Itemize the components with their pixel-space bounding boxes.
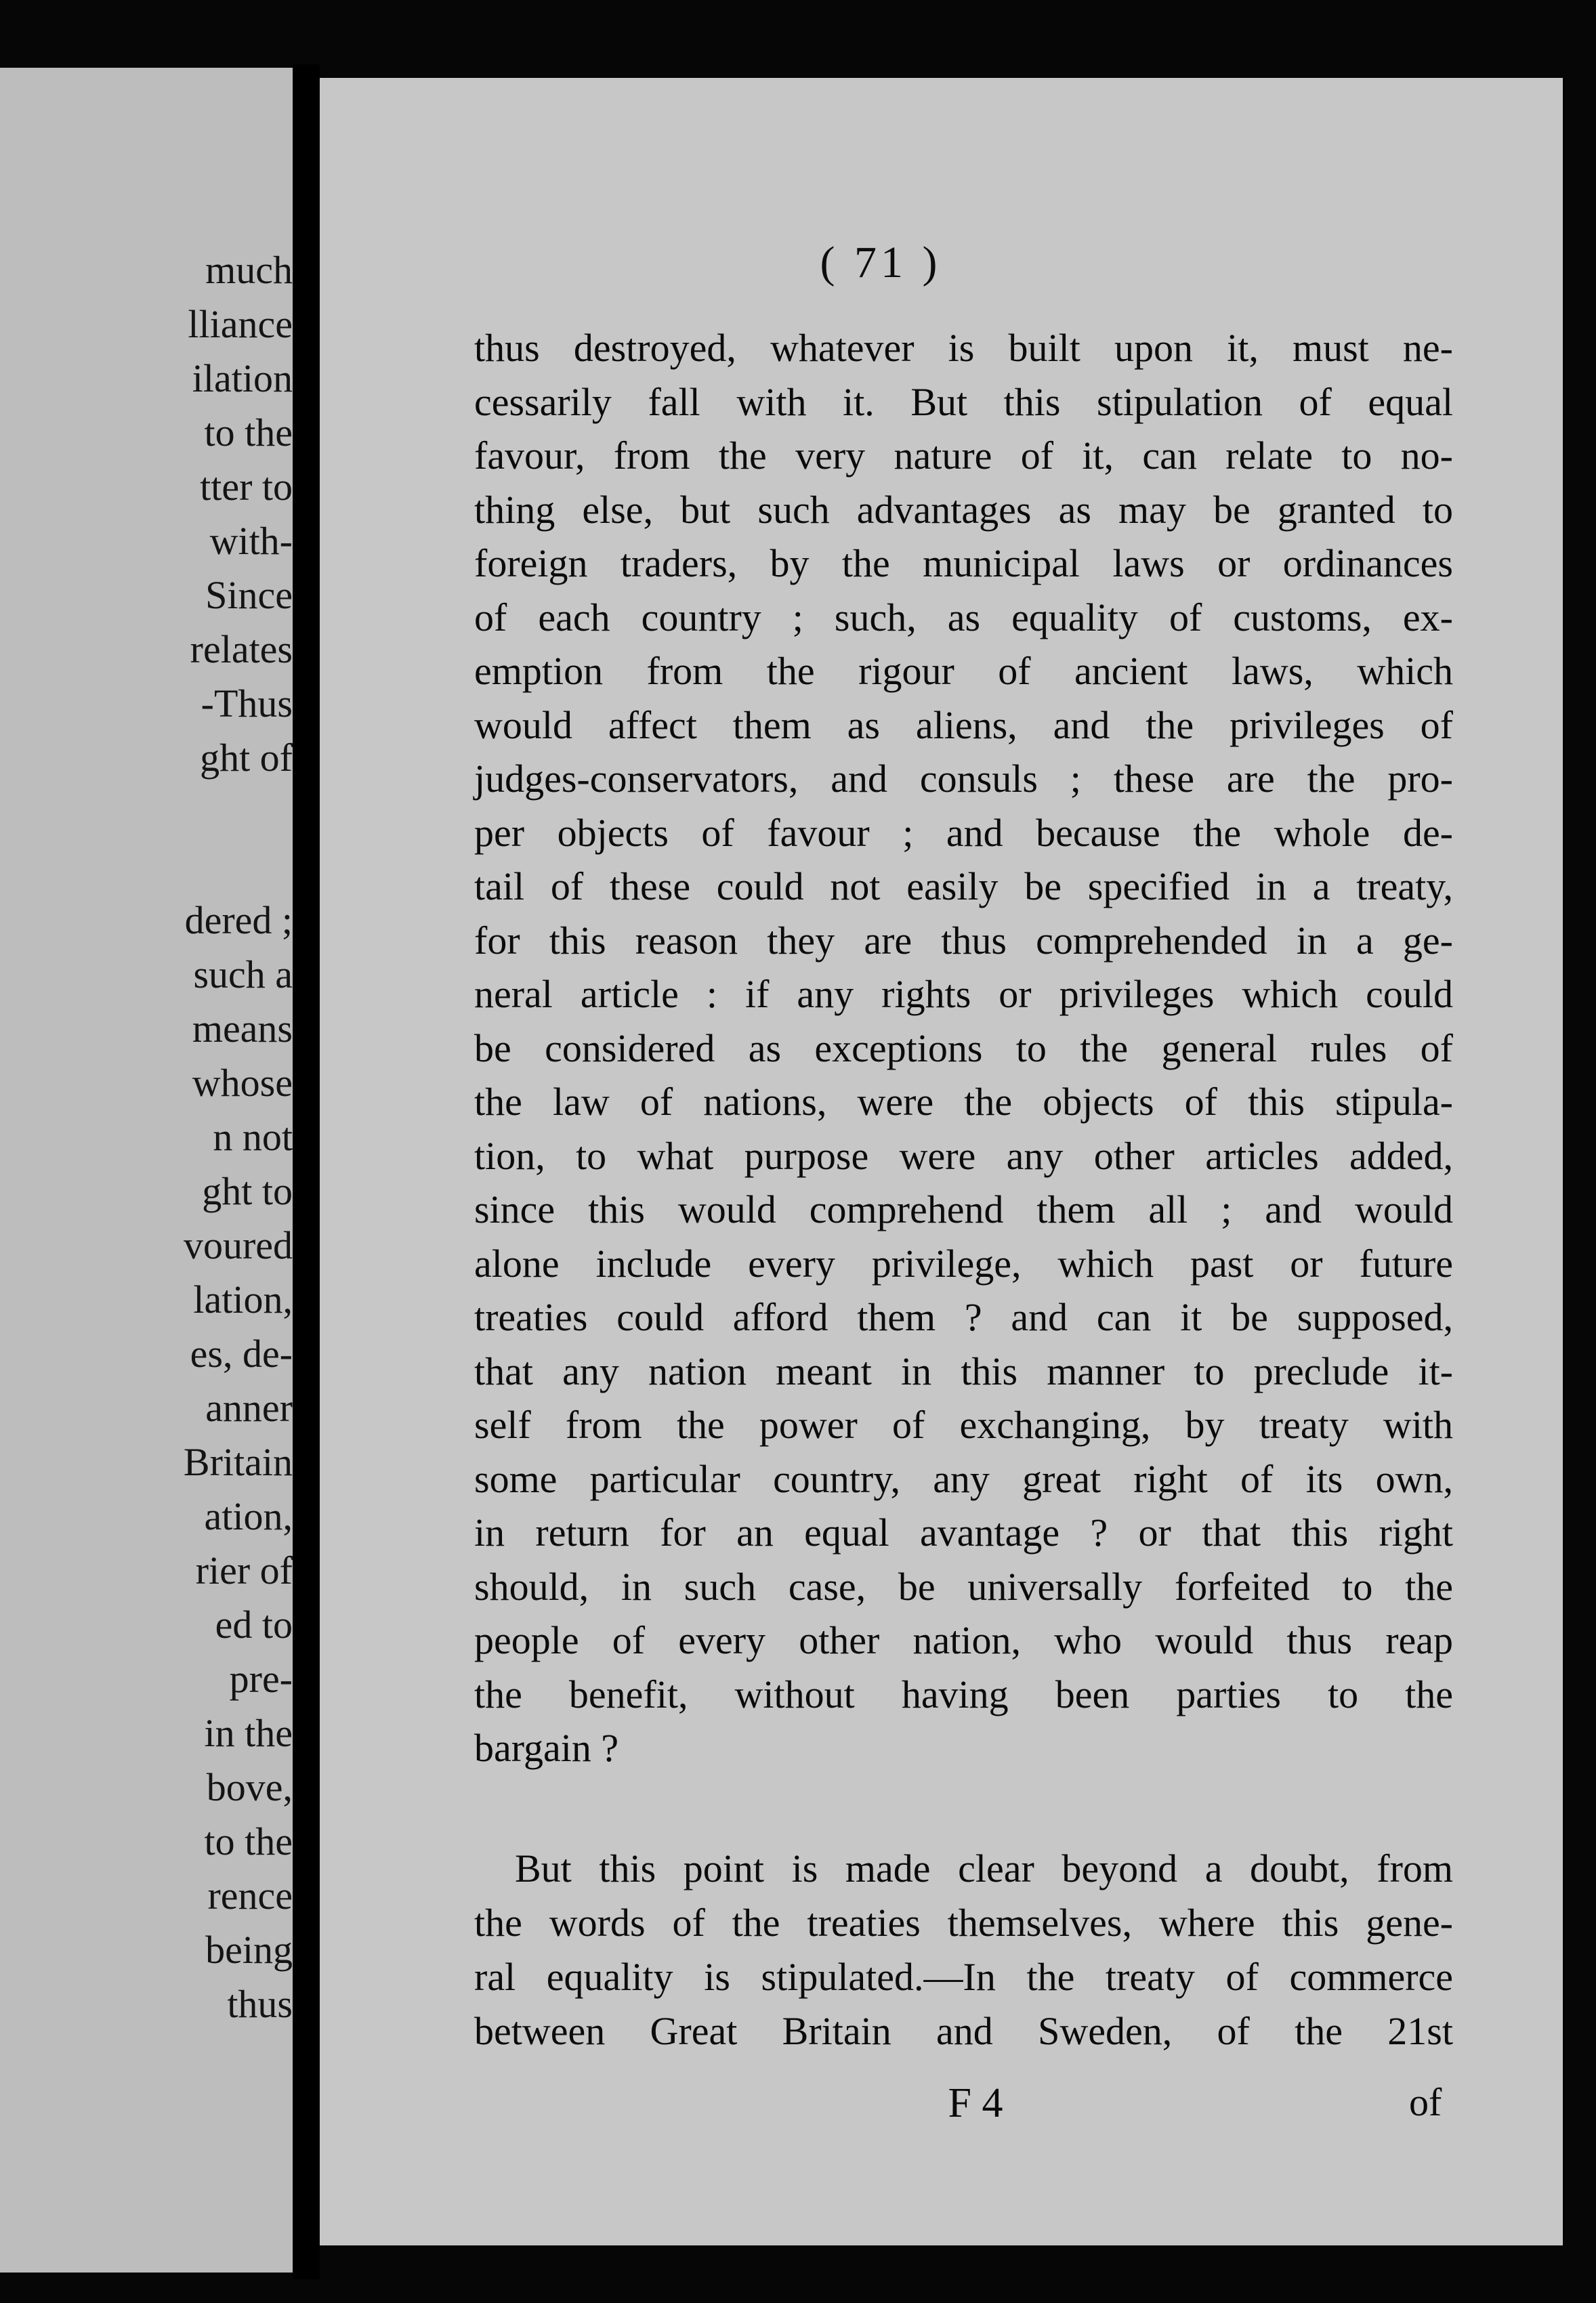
text-line: thus destroyed, whatever is built upon it, must ne- bbox=[474, 326, 1453, 370]
left-page-line: ation, bbox=[204, 1494, 293, 1538]
text-line: of each country ; such, as equality of customs, ex- bbox=[474, 595, 1453, 639]
text-line: tion, to what purpose were any other articles added, bbox=[474, 1134, 1453, 1178]
left-page-line: thus bbox=[227, 1982, 293, 2026]
text-line: in return for an equal avantage ? or that this right bbox=[474, 1510, 1453, 1555]
left-page-line: es, de- bbox=[190, 1332, 293, 1376]
left-page-line: such a bbox=[193, 952, 293, 996]
left-page-line: pre- bbox=[229, 1657, 293, 1701]
text-line: emption from the rigour of ancient laws, which bbox=[474, 649, 1453, 693]
text-line: people of every other nation, who would thus reap bbox=[474, 1618, 1453, 1662]
left-page-line: Since bbox=[205, 573, 293, 617]
text-line: per objects of favour ; and because the whole de- bbox=[474, 811, 1453, 855]
text-line: be considered as exceptions to the general rules of bbox=[474, 1026, 1453, 1070]
text-line: thing else, but such advantages as may be granted to bbox=[474, 488, 1453, 532]
left-page-line: ed to bbox=[215, 1603, 293, 1647]
left-page-line: n not bbox=[213, 1115, 293, 1159]
left-page-line: relates bbox=[190, 627, 293, 671]
signature-mark: F 4 bbox=[948, 2080, 1003, 2126]
text-line: the benefit, without having been parties to the bbox=[474, 1672, 1453, 1716]
text-line: foreign traders, by the municipal laws or ordinances bbox=[474, 541, 1453, 585]
text-line: But this point is made clear beyond a doubt, from bbox=[515, 1846, 1453, 1890]
text-line: treaties could afford them ? and can it be supposed, bbox=[474, 1295, 1453, 1339]
text-line: judges-conservators, and consuls ; these are the pro- bbox=[474, 757, 1453, 801]
left-page-line: bove, bbox=[206, 1765, 293, 1809]
text-line: tail of these could not easily be specified in a treaty, bbox=[474, 864, 1453, 908]
left-page-fragment bbox=[0, 68, 293, 2273]
text-line: between Great Britain and Sweden, of the 21st bbox=[474, 2009, 1453, 2053]
left-page-line: Britain bbox=[183, 1440, 293, 1484]
text-line: would affect them as aliens, and the privileges of bbox=[474, 703, 1453, 747]
left-page-line: rence bbox=[207, 1874, 293, 1918]
left-page-line: anner bbox=[205, 1386, 293, 1430]
left-page-line: lliance bbox=[188, 302, 293, 346]
left-page-line: in the bbox=[204, 1711, 293, 1755]
catchword: of bbox=[1409, 2080, 1442, 2124]
left-page-line: ght to bbox=[202, 1169, 293, 1213]
left-page-line: -Thus bbox=[201, 681, 293, 725]
left-page-line: lation, bbox=[193, 1277, 293, 1322]
left-page-line: means bbox=[192, 1007, 293, 1051]
left-page-line: tter to bbox=[200, 465, 293, 509]
text-line: ral equality is stipulated.—In the treaty of commerce bbox=[474, 1955, 1453, 1999]
left-page-line: to the bbox=[204, 1819, 293, 1863]
left-page-line: dered ; bbox=[184, 898, 293, 942]
text-line: favour, from the very nature of it, can relate to no- bbox=[474, 434, 1453, 478]
text-line: some particular country, any great right of its own, bbox=[474, 1457, 1453, 1501]
left-page-line: to the bbox=[204, 410, 293, 455]
text-line: the words of the treaties themselves, where this gene- bbox=[474, 1901, 1453, 1945]
text-line: bargain ? bbox=[474, 1726, 619, 1770]
left-page-line: with- bbox=[209, 519, 293, 563]
left-page-line: ght of bbox=[200, 736, 293, 780]
text-line: for this reason they are thus comprehended in a ge- bbox=[474, 918, 1453, 963]
text-line: neral article : if any rights or privileges which could bbox=[474, 972, 1453, 1016]
text-line: alone include every privilege, which past or future bbox=[474, 1242, 1453, 1286]
text-line: that any nation meant in this manner to preclude it- bbox=[474, 1349, 1453, 1393]
text-line: cessarily fall with it. But this stipulation of equal bbox=[474, 380, 1453, 424]
text-line: should, in such case, be universally forfeited to the bbox=[474, 1565, 1453, 1609]
left-page-line: voured bbox=[183, 1223, 293, 1267]
left-page-line: being bbox=[205, 1928, 293, 1972]
text-line: since this would comprehend them all ; and would bbox=[474, 1187, 1453, 1231]
left-page-line: whose bbox=[192, 1061, 293, 1105]
book-gutter bbox=[293, 64, 320, 2279]
left-page-line: ilation bbox=[192, 356, 293, 400]
text-line: the law of nations, were the objects of this stipula- bbox=[474, 1080, 1453, 1124]
left-page-line: rier of bbox=[195, 1548, 293, 1592]
left-page-line: much bbox=[205, 248, 293, 292]
page-number-header: ( 71 ) bbox=[820, 238, 942, 287]
text-line: self from the power of exchanging, by treaty with bbox=[474, 1403, 1453, 1447]
